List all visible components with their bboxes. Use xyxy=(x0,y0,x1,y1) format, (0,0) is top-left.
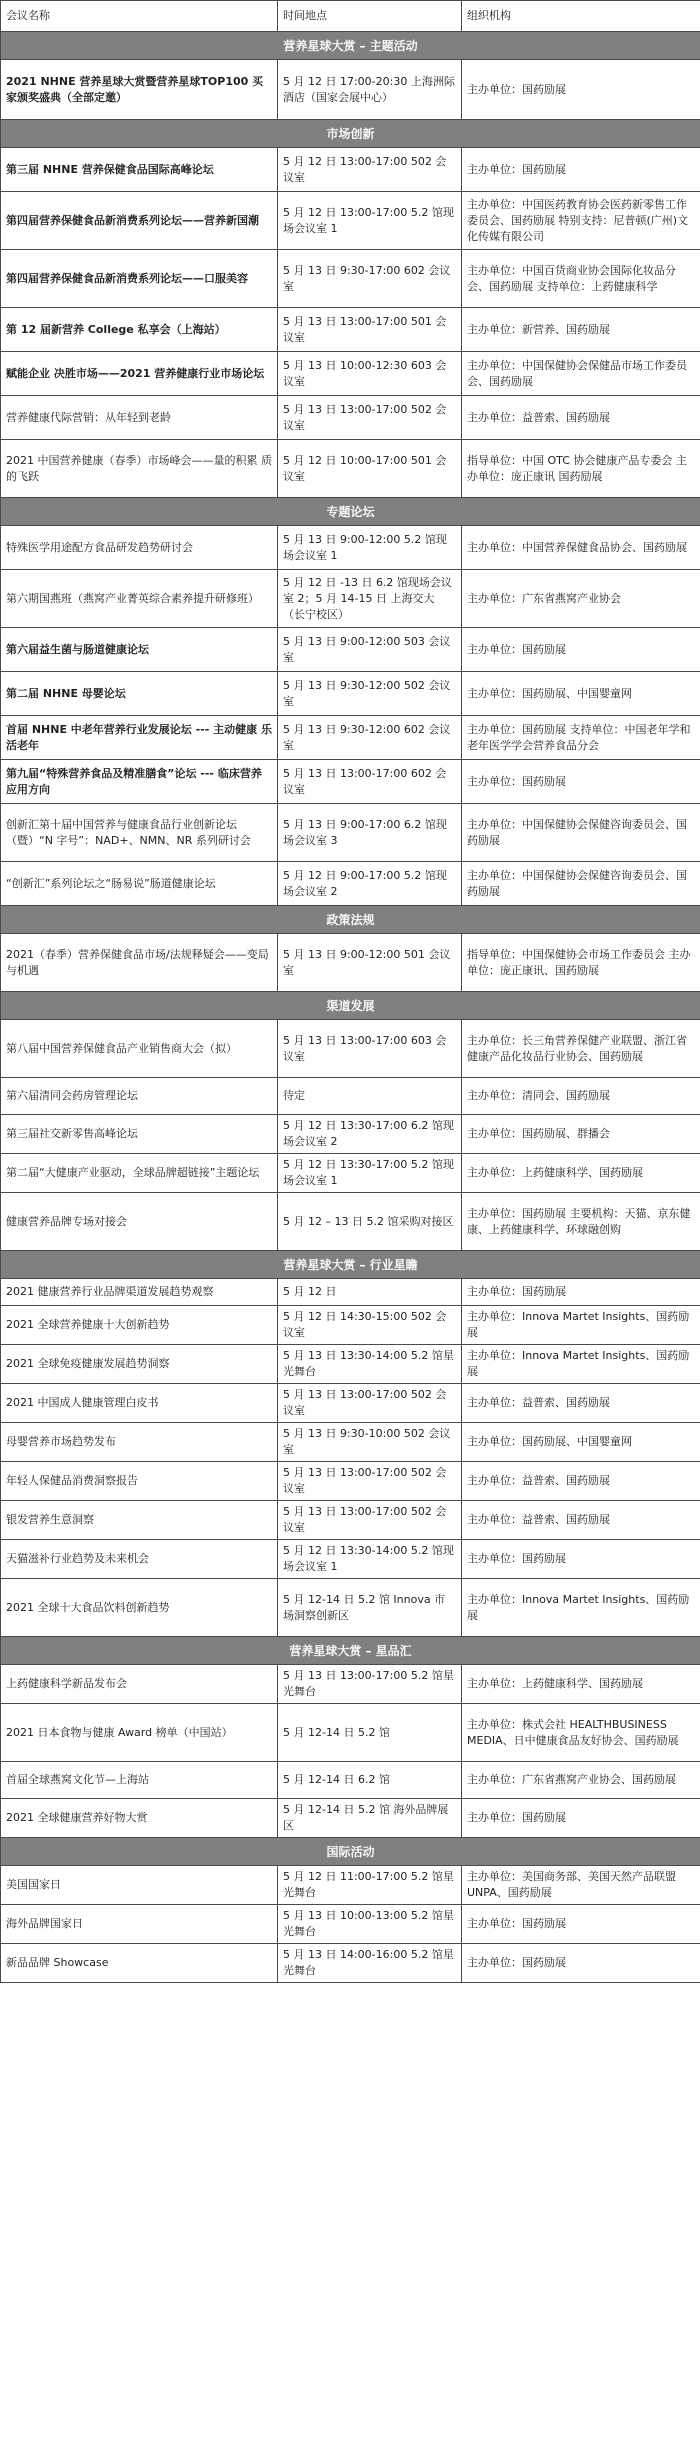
event-name: 2021 健康营养行业品牌渠道发展趋势观察 xyxy=(1,1279,278,1306)
event-name: 第三届社交新零售高峰论坛 xyxy=(1,1115,278,1154)
table-row xyxy=(1,1540,700,1579)
event-time: 5 月 12 日 14:30-15:00 502 会议室 xyxy=(278,1306,462,1345)
event-name: 母婴营养市场趋势发布 xyxy=(1,1423,278,1462)
header-time: 时间地点 xyxy=(278,1,462,32)
table-row xyxy=(1,1279,700,1306)
event-org: 主办单位：益普索、国药励展 xyxy=(462,1462,700,1501)
event-time: 5 月 13 日 9:00-12:00 5.2 馆现场会议室 1 xyxy=(278,526,462,570)
event-name: 银发营养生意洞察 xyxy=(1,1501,278,1540)
table-row xyxy=(1,1501,700,1540)
event-org: 主办单位：益普索、国药励展 xyxy=(462,1384,700,1423)
event-name: 第三届 NHNE 营养保健食品国际高峰论坛 xyxy=(1,148,278,192)
section-header xyxy=(1,1637,700,1665)
event-name: 2021 全球营养健康十大创新趋势 xyxy=(1,1306,278,1345)
event-org: 主办单位：中国保健协会保健咨询委员会、国药励展 xyxy=(462,804,700,862)
event-time: 5 月 12-14 日 6.2 馆 xyxy=(278,1762,462,1799)
table-row xyxy=(1,1579,700,1637)
event-org: 主办单位：国药励展 主要机构：天猫、京东健康、上药健康科学、环球融创购 xyxy=(462,1193,700,1251)
table-row xyxy=(1,352,700,396)
event-org: 主办单位：国药励展、中国婴童网 xyxy=(462,1423,700,1462)
table-row xyxy=(1,1944,700,1983)
table-row xyxy=(1,1078,700,1115)
event-time: 5 月 13 日 9:00-17:00 6.2 馆现场会议室 3 xyxy=(278,804,462,862)
event-time: 5 月 12 日 11:00-17:00 5.2 馆星光舞台 xyxy=(278,1866,462,1905)
table-row xyxy=(1,396,700,440)
table-row xyxy=(1,1154,700,1193)
section-header xyxy=(1,498,700,526)
event-time: 5 月 12 – 13 日 5.2 馆采购对接区 xyxy=(278,1193,462,1251)
table-row xyxy=(1,1115,700,1154)
event-time: 5 月 12 日 17:00-20:30 上海洲际酒店（国家会展中心） xyxy=(278,60,462,120)
event-name: 第九届“特殊营养食品及精准膳食”论坛 --- 临床营养应用方向 xyxy=(1,760,278,804)
event-name: 第四届营养保健食品新消费系列论坛——口服美容 xyxy=(1,250,278,308)
event-time: 5 月 13 日 9:30-10:00 502 会议室 xyxy=(278,1423,462,1462)
table-row xyxy=(1,440,700,498)
event-name: 2021 日本食物与健康 Award 榜单（中国站） xyxy=(1,1704,278,1762)
event-name: 2021 全球十大食品饮料创新趋势 xyxy=(1,1579,278,1637)
event-time: 5 月 12-14 日 5.2 馆 海外品牌展区 xyxy=(278,1799,462,1838)
section-title: 营养星球大赏 – 星品汇 xyxy=(1,1637,700,1665)
table-row xyxy=(1,716,700,760)
event-org: 主办单位：中国营养保健食品协会、国药励展 xyxy=(462,526,700,570)
table-row xyxy=(1,1306,700,1345)
event-org: 主办单位：Innova Martet Insights、国药励展 xyxy=(462,1306,700,1345)
table-row xyxy=(1,1384,700,1423)
event-org: 指导单位：中国保健协会市场工作委员会 主办单位：庞正康讯、国药励展 xyxy=(462,934,700,992)
event-name: 第二届 NHNE 母婴论坛 xyxy=(1,672,278,716)
event-time: 5 月 13 日 13:00-17:00 502 会议室 xyxy=(278,1462,462,1501)
event-org: 主办单位：国药励展、中国婴童网 xyxy=(462,672,700,716)
event-name: 天猫滋补行业趋势及未来机会 xyxy=(1,1540,278,1579)
table-row xyxy=(1,934,700,992)
event-time: 5 月 13 日 10:00-12:30 603 会议室 xyxy=(278,352,462,396)
table-row xyxy=(1,862,700,906)
section-title: 市场创新 xyxy=(1,120,700,148)
event-name: 首届 NHNE 中老年营养行业发展论坛 --- 主动健康 乐活老年 xyxy=(1,716,278,760)
event-name: 第 12 届新营养 College 私享会（上海站） xyxy=(1,308,278,352)
event-time: 5 月 13 日 14:00-16:00 5.2 馆星光舞台 xyxy=(278,1944,462,1983)
event-time: 5 月 12 日 10:00-17:00 501 会议室 xyxy=(278,440,462,498)
section-title: 营养星球大赏 – 行业星瞻 xyxy=(1,1251,700,1279)
event-time: 5 月 12-14 日 5.2 馆 Innova 市场洞察创新区 xyxy=(278,1579,462,1637)
table-row xyxy=(1,1345,700,1384)
event-time: 5 月 13 日 9:00-12:00 503 会议室 xyxy=(278,628,462,672)
event-time: 5 月 12 日 xyxy=(278,1279,462,1306)
event-name: 2021（春季）营养保健食品市场/法规释疑会——变局与机遇 xyxy=(1,934,278,992)
event-time: 5 月 12-14 日 5.2 馆 xyxy=(278,1704,462,1762)
event-org: 主办单位：益普索、国药励展 xyxy=(462,1501,700,1540)
event-name: 营养健康代际营销：从年轻到老龄 xyxy=(1,396,278,440)
section-title: 专题论坛 xyxy=(1,498,700,526)
event-org: 主办单位：中国百货商业协会国际化妆品分会、国药励展 支持单位：上药健康科学 xyxy=(462,250,700,308)
event-name: 健康营养品牌专场对接会 xyxy=(1,1193,278,1251)
section-header xyxy=(1,906,700,934)
event-org: 主办单位：国药励展 xyxy=(462,1799,700,1838)
event-org: 主办单位：上药健康科学、国药励展 xyxy=(462,1154,700,1193)
table-row xyxy=(1,804,700,862)
event-org: 主办单位：长三角营养保健产业联盟、浙江省健康产品化妆品行业协会、国药励展 xyxy=(462,1020,700,1078)
table-row xyxy=(1,526,700,570)
table-row xyxy=(1,760,700,804)
event-name: 2021 中国成人健康管理白皮书 xyxy=(1,1384,278,1423)
event-time: 5 月 13 日 13:00-17:00 602 会议室 xyxy=(278,760,462,804)
section-header xyxy=(1,120,700,148)
event-name: 创新汇第十届中国营养与健康食品行业创新论坛（暨）“N 字号”：NAD+、NMN、NR 系列研讨会 xyxy=(1,804,278,862)
event-time: 5 月 12 日 13:00-17:00 502 会议室 xyxy=(278,148,462,192)
event-time: 5 月 13 日 13:00-17:00 603 会议室 xyxy=(278,1020,462,1078)
event-name: 特殊医学用途配方食品研发趋势研讨会 xyxy=(1,526,278,570)
table-row xyxy=(1,1704,700,1762)
event-org: 指导单位：中国 OTC 协会健康产品专委会 主办单位：庞正康讯 国药励展 xyxy=(462,440,700,498)
event-name: 第六期国燕班（燕窝产业菁英综合素养提升研修班） xyxy=(1,570,278,628)
table-row xyxy=(1,308,700,352)
event-org: 主办单位：国药励展 xyxy=(462,1540,700,1579)
event-time: 待定 xyxy=(278,1078,462,1115)
section-title: 营养星球大赏 – 主题活动 xyxy=(1,32,700,60)
event-time: 5 月 13 日 9:30-12:00 602 会议室 xyxy=(278,716,462,760)
event-name: 2021 NHNE 营养星球大赏暨营养星球TOP100 买家颁奖盛典（全部定邀） xyxy=(1,60,278,120)
table-row xyxy=(1,1866,700,1905)
table-row xyxy=(1,1193,700,1251)
event-org: 主办单位：国药励展 xyxy=(462,148,700,192)
event-org: 主办单位：Innova Martet Insights、国药励展 xyxy=(462,1579,700,1637)
event-org: 主办单位：广东省燕窝产业协会、国药励展 xyxy=(462,1762,700,1799)
section-header xyxy=(1,32,700,60)
table-row xyxy=(1,250,700,308)
event-org: 主办单位：国药励展 xyxy=(462,760,700,804)
event-name: 新品品牌 Showcase xyxy=(1,1944,278,1983)
section-header xyxy=(1,992,700,1020)
table-row xyxy=(1,628,700,672)
event-time: 5 月 12 日 -13 日 6.2 馆现场会议室 2；5 月 14-15 日 上海交大（长宁校区） xyxy=(278,570,462,628)
table-row xyxy=(1,60,700,120)
event-org: 主办单位：中国保健协会保健品市场工作委员会、国药励展 xyxy=(462,352,700,396)
table-row xyxy=(1,1462,700,1501)
table-row xyxy=(1,148,700,192)
section-title: 政策法规 xyxy=(1,906,700,934)
event-name: 首届全球燕窝文化节—上海站 xyxy=(1,1762,278,1799)
section-title: 国际活动 xyxy=(1,1838,700,1866)
table-row xyxy=(1,1762,700,1799)
event-time: 5 月 13 日 13:00-17:00 502 会议室 xyxy=(278,1384,462,1423)
event-name: 海外品牌国家日 xyxy=(1,1905,278,1944)
event-org: 主办单位：国药励展 支持单位：中国老年学和老年医学学会营养食品分会 xyxy=(462,716,700,760)
event-name: “创新汇”系列论坛之“肠易说”肠道健康论坛 xyxy=(1,862,278,906)
event-org: 主办单位：美国商务部、美国天然产品联盟 UNPA、国药励展 xyxy=(462,1866,700,1905)
table-row xyxy=(1,1665,700,1704)
header-name: 会议名称 xyxy=(1,1,278,32)
table-row xyxy=(1,672,700,716)
section-title: 渠道发展 xyxy=(1,992,700,1020)
event-name: 2021 全球免疫健康发展趋势洞察 xyxy=(1,1345,278,1384)
event-time: 5 月 12 日 13:30-17:00 6.2 馆现场会议室 2 xyxy=(278,1115,462,1154)
event-org: 主办单位：益普索、国药励展 xyxy=(462,396,700,440)
event-time: 5 月 12 日 13:30-14:00 5.2 馆现场会议室 1 xyxy=(278,1540,462,1579)
event-time: 5 月 13 日 13:30-14:00 5.2 馆星光舞台 xyxy=(278,1345,462,1384)
event-name: 第八届中国营养保健食品产业销售商大会（拟） xyxy=(1,1020,278,1078)
event-org: 主办单位：株式会社 HEALTHBUSINESS MEDIA、日中健康食品友好协会、国药励展 xyxy=(462,1704,700,1762)
header-org: 组织机构 xyxy=(462,1,700,32)
event-name: 第六届清同会药房管理论坛 xyxy=(1,1078,278,1115)
event-name: 年轻人保健品消费洞察报告 xyxy=(1,1462,278,1501)
event-time: 5 月 12 日 13:00-17:00 5.2 馆现场会议室 1 xyxy=(278,192,462,250)
event-name: 上药健康科学新品发布会 xyxy=(1,1665,278,1704)
event-name: 第二届“大健康产业驱动，全球品牌超链接”主题论坛 xyxy=(1,1154,278,1193)
table-row xyxy=(1,1905,700,1944)
event-org: 主办单位：国药励展 xyxy=(462,1944,700,1983)
table-row xyxy=(1,570,700,628)
event-time: 5 月 13 日 13:00-17:00 502 会议室 xyxy=(278,396,462,440)
event-org: 主办单位：清同会、国药励展 xyxy=(462,1078,700,1115)
event-org: 主办单位：中国保健协会保健咨询委员会、国药励展 xyxy=(462,862,700,906)
event-org: 主办单位：国药励展 xyxy=(462,628,700,672)
event-org: 主办单位：广东省燕窝产业协会 xyxy=(462,570,700,628)
event-org: 主办单位：中国医药教育协会医药新零售工作委员会、国药励展 特别支持：尼普顿(广州)文化传媒有限公司 xyxy=(462,192,700,250)
event-time: 5 月 13 日 13:00-17:00 5.2 馆星光舞台 xyxy=(278,1665,462,1704)
event-time: 5 月 12 日 13:30-17:00 5.2 馆现场会议室 1 xyxy=(278,1154,462,1193)
event-time: 5 月 13 日 9:30-17:00 602 会议室 xyxy=(278,250,462,308)
header-row xyxy=(1,1,700,32)
table-row xyxy=(1,1020,700,1078)
event-time: 5 月 12 日 9:00-17:00 5.2 馆现场会议室 2 xyxy=(278,862,462,906)
event-org: 主办单位：上药健康科学、国药励展 xyxy=(462,1665,700,1704)
event-time: 5 月 13 日 13:00-17:00 502 会议室 xyxy=(278,1501,462,1540)
event-org: 主办单位：国药励展 xyxy=(462,60,700,120)
table-body xyxy=(1,32,700,1983)
table-row xyxy=(1,192,700,250)
event-org: 主办单位：国药励展 xyxy=(462,1279,700,1306)
event-org: 主办单位：新营养、国药励展 xyxy=(462,308,700,352)
event-name: 美国国家日 xyxy=(1,1866,278,1905)
event-org: 主办单位：Innova Martet Insights、国药励展 xyxy=(462,1345,700,1384)
table-row xyxy=(1,1423,700,1462)
event-time: 5 月 13 日 13:00-17:00 501 会议室 xyxy=(278,308,462,352)
event-name: 2021 中国营养健康（春季）市场峰会——量的积累 质的飞跃 xyxy=(1,440,278,498)
event-time: 5 月 13 日 10:00-13:00 5.2 馆星光舞台 xyxy=(278,1905,462,1944)
event-name: 赋能企业 决胜市场——2021 营养健康行业市场论坛 xyxy=(1,352,278,396)
event-name: 第四届营养保健食品新消费系列论坛——营养新国潮 xyxy=(1,192,278,250)
event-time: 5 月 13 日 9:30-12:00 502 会议室 xyxy=(278,672,462,716)
event-name: 第六届益生菌与肠道健康论坛 xyxy=(1,628,278,672)
event-org: 主办单位：国药励展、群播会 xyxy=(462,1115,700,1154)
event-name: 2021 全球健康营养好物大赏 xyxy=(1,1799,278,1838)
section-header xyxy=(1,1838,700,1866)
table-row xyxy=(1,1799,700,1838)
event-time: 5 月 13 日 9:00-12:00 501 会议室 xyxy=(278,934,462,992)
section-header xyxy=(1,1251,700,1279)
event-org: 主办单位：国药励展 xyxy=(462,1905,700,1944)
